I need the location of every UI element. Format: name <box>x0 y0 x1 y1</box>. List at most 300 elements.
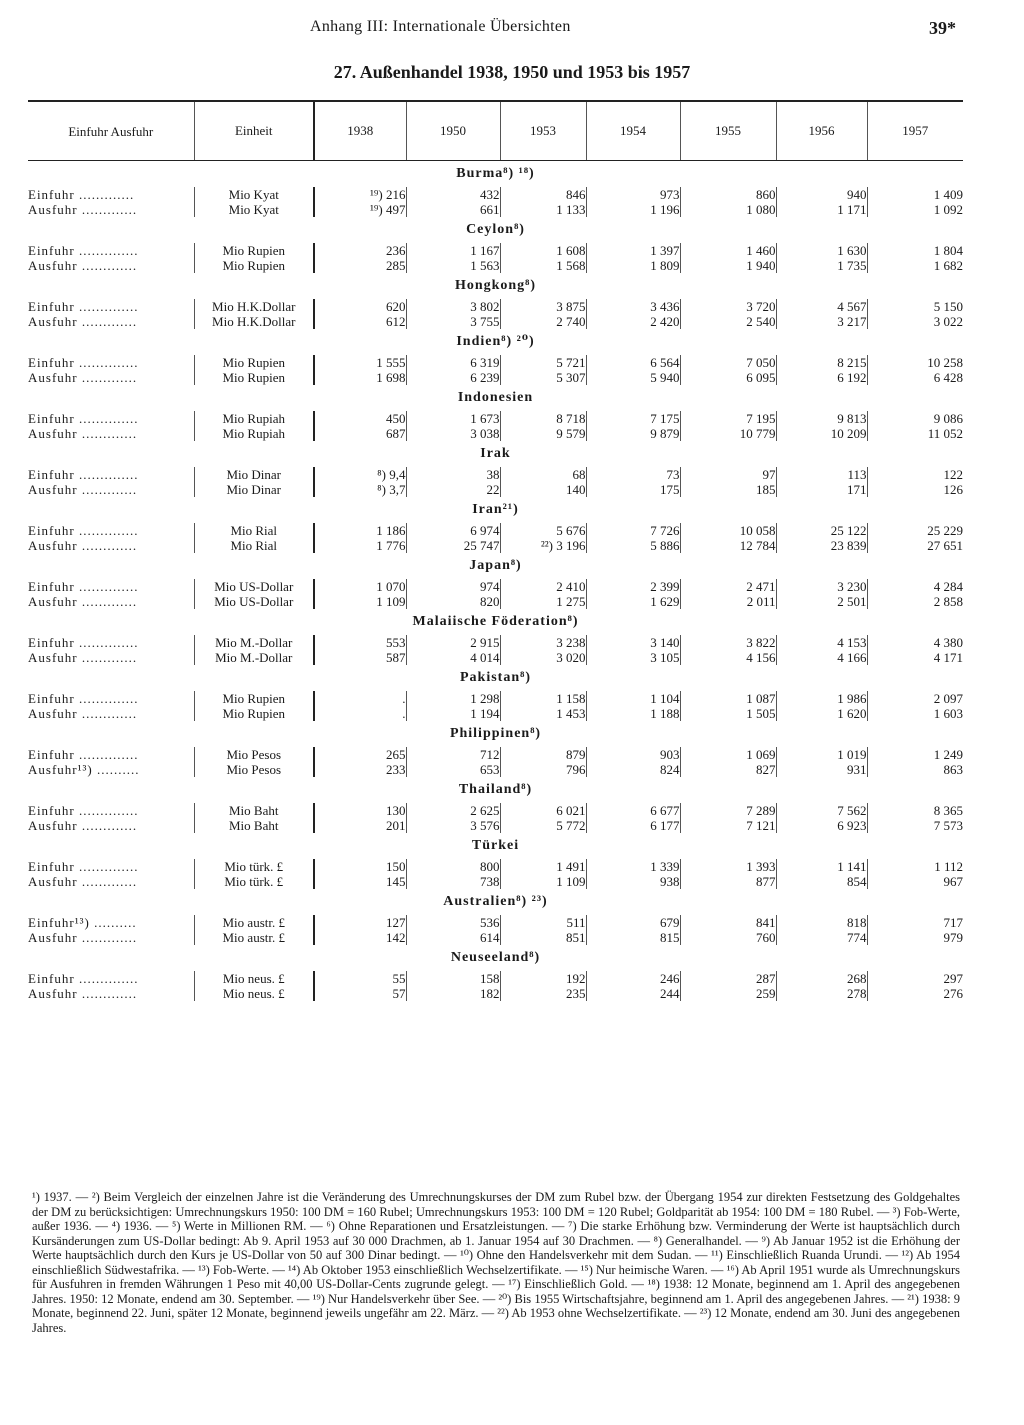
col-unit: Einheit <box>194 101 314 161</box>
flow-label: Einfuhr .............. <box>28 299 139 314</box>
unit-cell: Mio Dinar <box>194 482 314 497</box>
value-cell: 201 <box>314 818 406 833</box>
value-cell: 1 776 <box>314 538 406 553</box>
value-cell: 2 399 <box>586 579 680 594</box>
value-cell: 815 <box>586 930 680 945</box>
value-cell: 1 682 <box>867 258 963 273</box>
value-cell: 2 858 <box>867 594 963 609</box>
value-cell: 25 747 <box>406 538 500 553</box>
table-body <box>28 161 963 1002</box>
table-row <box>28 538 963 553</box>
value-cell: 185 <box>680 482 776 497</box>
value-cell: ⁸) 3,7 <box>314 482 406 497</box>
country-heading-row <box>28 721 963 747</box>
value-cell: 3 105 <box>586 650 680 665</box>
value-cell: 1 563 <box>406 258 500 273</box>
flow-label: Einfuhr¹³) .......... <box>28 915 137 930</box>
value-cell: 1 505 <box>680 706 776 721</box>
value-cell: 10 779 <box>680 426 776 441</box>
unit-cell: Mio US-Dollar <box>194 579 314 594</box>
value-cell: 182 <box>406 986 500 1001</box>
value-cell: 6 923 <box>776 818 867 833</box>
country-name: Indonesien <box>457 390 534 405</box>
value-cell: 8 215 <box>776 355 867 370</box>
flow-label: Ausfuhr ............. <box>28 650 138 665</box>
value-cell: 877 <box>680 874 776 889</box>
value-cell: 7 121 <box>680 818 776 833</box>
flow-label: Ausfuhr ............. <box>28 314 138 329</box>
header-row <box>28 101 963 161</box>
value-cell: 1 275 <box>500 594 586 609</box>
value-cell: 1 409 <box>867 187 963 202</box>
table-row <box>28 803 963 818</box>
value-cell: 10 258 <box>867 355 963 370</box>
unit-cell: Mio Pesos <box>194 762 314 777</box>
unit-cell: Mio Rupiah <box>194 426 314 441</box>
value-cell: 1 019 <box>776 747 867 762</box>
value-cell: 3 038 <box>406 426 500 441</box>
value-cell: 1 112 <box>867 859 963 874</box>
value-cell: 6 239 <box>406 370 500 385</box>
flow-label: Einfuhr .............. <box>28 355 139 370</box>
value-cell: 1 087 <box>680 691 776 706</box>
unit-cell: Mio M.-Dollar <box>194 650 314 665</box>
value-cell: 1 630 <box>776 243 867 258</box>
table-row <box>28 874 963 889</box>
value-cell: 4 014 <box>406 650 500 665</box>
value-cell: 5 772 <box>500 818 586 833</box>
value-cell: 967 <box>867 874 963 889</box>
value-cell: 1 568 <box>500 258 586 273</box>
unit-cell: Mio austr. £ <box>194 915 314 930</box>
flow-label: Ausfuhr ............. <box>28 930 138 945</box>
value-cell: 142 <box>314 930 406 945</box>
value-cell: 9 086 <box>867 411 963 426</box>
unit-cell: Mio Rupien <box>194 706 314 721</box>
country-heading-row <box>28 385 963 411</box>
value-cell: 687 <box>314 426 406 441</box>
value-cell: 9 579 <box>500 426 586 441</box>
value-cell: 9 813 <box>776 411 867 426</box>
unit-cell: Mio Rupien <box>194 355 314 370</box>
value-cell: 620 <box>314 299 406 314</box>
country-heading-row <box>28 833 963 859</box>
value-cell: 175 <box>586 482 680 497</box>
value-cell: 1 196 <box>586 202 680 217</box>
value-cell: 6 021 <box>500 803 586 818</box>
value-cell: 236 <box>314 243 406 258</box>
value-cell: 1 698 <box>314 370 406 385</box>
value-cell: 612 <box>314 314 406 329</box>
flow-label: Einfuhr .............. <box>28 411 139 426</box>
table-row <box>28 426 963 441</box>
value-cell: 450 <box>314 411 406 426</box>
table-title: 27. Außenhandel 1938, 1950 und 1953 bis 1957 <box>333 62 691 82</box>
unit-cell: Mio Rial <box>194 538 314 553</box>
unit-cell: Mio Rupien <box>194 691 314 706</box>
value-cell: 22 <box>406 482 500 497</box>
value-cell: 57 <box>314 986 406 1001</box>
col-year: 1950 <box>406 101 500 161</box>
value-cell: 7 562 <box>776 803 867 818</box>
flow-label: Ausfuhr ............. <box>28 706 138 721</box>
flow-label: Einfuhr .............. <box>28 467 139 482</box>
col-year: 1957 <box>867 101 963 161</box>
value-cell: 854 <box>776 874 867 889</box>
value-cell: 1 460 <box>680 243 776 258</box>
value-cell: 55 <box>314 971 406 986</box>
flow-label: Einfuhr .............. <box>28 971 139 986</box>
col-flow: Einfuhr Ausfuhr <box>28 101 194 161</box>
country-name: Hongkong⁸) <box>454 278 537 293</box>
unit-cell: Mio Rupiah <box>194 411 314 426</box>
value-cell: 717 <box>867 915 963 930</box>
flow-label: Ausfuhr ............. <box>28 258 138 273</box>
value-cell: 3 436 <box>586 299 680 314</box>
value-cell: 5 721 <box>500 355 586 370</box>
value-cell: 3 230 <box>776 579 867 594</box>
value-cell: 1 603 <box>867 706 963 721</box>
value-cell: 235 <box>500 986 586 1001</box>
flow-label: Einfuhr .............. <box>28 803 139 818</box>
value-cell: 1 986 <box>776 691 867 706</box>
unit-cell: Mio Rupien <box>194 370 314 385</box>
value-cell: 1 069 <box>680 747 776 762</box>
table-row <box>28 355 963 370</box>
table-row <box>28 202 963 217</box>
value-cell: 8 365 <box>867 803 963 818</box>
value-cell: 738 <box>406 874 500 889</box>
unit-cell: Mio austr. £ <box>194 930 314 945</box>
unit-cell: Mio M.-Dollar <box>194 635 314 650</box>
value-cell: 2 097 <box>867 691 963 706</box>
flow-label: Einfuhr .............. <box>28 859 139 874</box>
page-number: 39* <box>929 18 956 38</box>
unit-cell: Mio Baht <box>194 803 314 818</box>
value-cell: 126 <box>867 482 963 497</box>
value-cell: 6 677 <box>586 803 680 818</box>
value-cell: 4 166 <box>776 650 867 665</box>
value-cell: 760 <box>680 930 776 945</box>
flow-label: Einfuhr .............. <box>28 523 139 538</box>
value-cell: 11 052 <box>867 426 963 441</box>
value-cell: 1 393 <box>680 859 776 874</box>
table-row <box>28 859 963 874</box>
value-cell: 8 718 <box>500 411 586 426</box>
unit-cell: Mio H.K.Dollar <box>194 299 314 314</box>
table-row <box>28 747 963 762</box>
value-cell: 4 171 <box>867 650 963 665</box>
value-cell: 4 567 <box>776 299 867 314</box>
value-cell: 1 940 <box>680 258 776 273</box>
flow-label: Ausfuhr ............. <box>28 594 138 609</box>
table-row <box>28 314 963 329</box>
value-cell: 25 122 <box>776 523 867 538</box>
value-cell: 1 092 <box>867 202 963 217</box>
country-heading-row <box>28 777 963 803</box>
value-cell: 1 070 <box>314 579 406 594</box>
flow-label: Ausfuhr ............. <box>28 986 138 1001</box>
table-row <box>28 971 963 986</box>
table-row <box>28 579 963 594</box>
country-name: Indien⁸) ²⁰) <box>456 334 535 349</box>
value-cell: 68 <box>500 467 586 482</box>
value-cell: ²²) 3 196 <box>500 538 586 553</box>
value-cell: 1 735 <box>776 258 867 273</box>
value-cell: 6 192 <box>776 370 867 385</box>
value-cell: . <box>314 706 406 721</box>
value-cell: 1 249 <box>867 747 963 762</box>
table-row <box>28 762 963 777</box>
flow-label: Einfuhr .............. <box>28 747 139 762</box>
country-name: Japan⁸) <box>469 558 522 573</box>
value-cell: 846 <box>500 187 586 202</box>
value-cell: 192 <box>500 971 586 986</box>
value-cell: 171 <box>776 482 867 497</box>
unit-cell: Mio US-Dollar <box>194 594 314 609</box>
flow-label: Einfuhr .............. <box>28 243 139 258</box>
value-cell: ¹⁹) 497 <box>314 202 406 217</box>
value-cell: 774 <box>776 930 867 945</box>
value-cell: 6 428 <box>867 370 963 385</box>
value-cell: 1 629 <box>586 594 680 609</box>
country-heading-row <box>28 665 963 691</box>
value-cell: . <box>314 691 406 706</box>
value-cell: 276 <box>867 986 963 1001</box>
country-heading-row <box>28 217 963 243</box>
running-title: Anhang III: Internationale Übersichten <box>310 18 571 35</box>
value-cell: 938 <box>586 874 680 889</box>
value-cell: 2 420 <box>586 314 680 329</box>
value-cell: 4 284 <box>867 579 963 594</box>
value-cell: 4 380 <box>867 635 963 650</box>
unit-cell: Mio Rupien <box>194 258 314 273</box>
value-cell: 140 <box>500 482 586 497</box>
value-cell: 879 <box>500 747 586 762</box>
table-row <box>28 411 963 426</box>
col-year: 1953 <box>500 101 586 161</box>
value-cell: 1 491 <box>500 859 586 874</box>
country-name: Iran²¹) <box>472 502 519 517</box>
unit-cell: Mio Pesos <box>194 747 314 762</box>
table-row <box>28 706 963 721</box>
value-cell: 973 <box>586 187 680 202</box>
country-name: Australien⁸) ²³) <box>443 894 548 909</box>
unit-cell: Mio H.K.Dollar <box>194 314 314 329</box>
value-cell: 1 104 <box>586 691 680 706</box>
value-cell: 5 940 <box>586 370 680 385</box>
unit-cell: Mio Kyat <box>194 187 314 202</box>
value-cell: 27 651 <box>867 538 963 553</box>
value-cell: 653 <box>406 762 500 777</box>
value-cell: 796 <box>500 762 586 777</box>
table-row <box>28 370 963 385</box>
value-cell: 7 050 <box>680 355 776 370</box>
value-cell: 7 195 <box>680 411 776 426</box>
country-name: Philippinen⁸) <box>449 726 542 741</box>
table-row <box>28 930 963 945</box>
value-cell: 38 <box>406 467 500 482</box>
value-cell: 5 150 <box>867 299 963 314</box>
table-row <box>28 299 963 314</box>
table-row <box>28 818 963 833</box>
value-cell: 1 171 <box>776 202 867 217</box>
value-cell: 158 <box>406 971 500 986</box>
value-cell: 4 153 <box>776 635 867 650</box>
value-cell: 1 141 <box>776 859 867 874</box>
country-name: Burma⁸) ¹⁸) <box>456 166 535 181</box>
value-cell: 1 194 <box>406 706 500 721</box>
value-cell: 6 974 <box>406 523 500 538</box>
value-cell: 712 <box>406 747 500 762</box>
country-name: Ceylon⁸) <box>466 222 525 237</box>
value-cell: 2 011 <box>680 594 776 609</box>
value-cell: 3 720 <box>680 299 776 314</box>
value-cell: 860 <box>680 187 776 202</box>
value-cell: 10 058 <box>680 523 776 538</box>
value-cell: 145 <box>314 874 406 889</box>
table-row <box>28 986 963 1001</box>
value-cell: 1 673 <box>406 411 500 426</box>
value-cell: 287 <box>680 971 776 986</box>
flow-label: Ausfuhr ............. <box>28 426 138 441</box>
value-cell: 259 <box>680 986 776 1001</box>
value-cell: ¹⁹) 216 <box>314 187 406 202</box>
value-cell: 1 133 <box>500 202 586 217</box>
value-cell: 979 <box>867 930 963 945</box>
country-heading-row <box>28 553 963 579</box>
value-cell: 6 319 <box>406 355 500 370</box>
unit-cell: Mio Rupien <box>194 243 314 258</box>
table-row <box>28 635 963 650</box>
value-cell: 2 740 <box>500 314 586 329</box>
value-cell: 1 188 <box>586 706 680 721</box>
value-cell: 2 501 <box>776 594 867 609</box>
trade-table <box>28 100 963 1001</box>
value-cell: 1 620 <box>776 706 867 721</box>
value-cell: 940 <box>776 187 867 202</box>
value-cell: 265 <box>314 747 406 762</box>
country-name: Türkei <box>471 838 520 853</box>
value-cell: 2 915 <box>406 635 500 650</box>
value-cell: 278 <box>776 986 867 1001</box>
table-row <box>28 523 963 538</box>
country-name: Pakistan⁸) <box>460 670 531 685</box>
value-cell: 1 167 <box>406 243 500 258</box>
value-cell: 1 804 <box>867 243 963 258</box>
value-cell: 7 726 <box>586 523 680 538</box>
value-cell: 268 <box>776 971 867 986</box>
value-cell: 1 397 <box>586 243 680 258</box>
value-cell: 150 <box>314 859 406 874</box>
country-name: Thailand⁸) <box>458 782 533 797</box>
flow-label: Ausfuhr ............. <box>28 202 138 217</box>
value-cell: 1 809 <box>586 258 680 273</box>
value-cell: 25 229 <box>867 523 963 538</box>
value-cell: 10 209 <box>776 426 867 441</box>
flow-label: Ausfuhr ............. <box>28 874 138 889</box>
table-row <box>28 915 963 930</box>
unit-cell: Mio Baht <box>194 818 314 833</box>
value-cell: 614 <box>406 930 500 945</box>
footnotes: ¹) 1937. — ²) Beim Vergleich der einzelnen Jahre ist die Veränderung des Umrechnungskurses der DM zum Rubel bzw. der Übergang 1954 zur direkten Festsetzung des Goldgehaltes der DM zu berücksichtigen: Umrechnungskurs 1950: 100 DM = 160 Rubel; Umrechnungskurs 1953: 100 DM = 120 Rubel; Goldparität ab 1954: 100 DM = 180 Rubel. — ³) Fob-Werte, außer 1936. — ⁴) 1936. — ⁵) Werte in Millionen RM. — ⁶) Ohne Reparationen und Ersatzleistungen. — ⁷) Die starke Erhöhung bzw. Verminderung der Werte ist hauptsächlich durch Kursänderungen zum US-Dollar bedingt: Ab 9. April 1953 auf 30 000 Drachmen, ab 1. Januar 1954 auf 30 Drachmen. — ⁸) Generalhandel. — ⁹) Ab Januar 1952 ist die Erhöhung der Werte hauptsächlich durch den Kurs je US-Dollar von 50 auf 300 Dinar bedingt. — ¹⁰) Ohne den Handelsverkehr mit dem Sudan. — ¹¹) Einschließlich Ruanda Urundi. — ¹²) Ab 1954 einschließlich Südwestafrika. — ¹³) Fob-Werte. — ¹⁴) Ab Oktober 1953 einschließlich Wechselzertifikate. — ¹⁵) Nur heimische Waren. — ¹⁶) Ab April 1951 wurde als Umrechnungskurs für Ausfuhren in fremden Währungen 1 Peso mit 40,00 US-Dollar-Cents zugrunde gelegt. — ¹⁷) Einschließlich Gold. — ¹⁸) 1938: 12 Monate, beginnend am 1. April des angegebenen Jahres. 1950: 12 Monate, endend am 30. September. — ¹⁹) Nur Handelsverkehr über See. — ²⁰) Bis 1955 Wirtschaftsjahre, beginnend am 1. April des angegebenen Jahres. — ²¹) 1938: 9 Monate, beginnend 22. Juni, später 12 Monate, beginnend jeweils ungefähr am 22. März. — ²²) Ab 1953 ohne Wechselzertifikate. — ²³) 12 Monate, endend am 30. Juni des angegebenen Jahres. <box>32 1190 960 1335</box>
value-cell: 851 <box>500 930 586 945</box>
flow-label: Ausfuhr ............. <box>28 818 138 833</box>
value-cell: 1 298 <box>406 691 500 706</box>
country-heading-row <box>28 889 963 915</box>
value-cell: 5 886 <box>586 538 680 553</box>
value-cell: 432 <box>406 187 500 202</box>
value-cell: 824 <box>586 762 680 777</box>
value-cell: 3 576 <box>406 818 500 833</box>
value-cell: 1 109 <box>500 874 586 889</box>
value-cell: 6 564 <box>586 355 680 370</box>
value-cell: 7 573 <box>867 818 963 833</box>
flow-label: Einfuhr .............. <box>28 635 139 650</box>
table-row <box>28 482 963 497</box>
value-cell: 7 289 <box>680 803 776 818</box>
unit-cell: Mio neus. £ <box>194 971 314 986</box>
value-cell: 3 022 <box>867 314 963 329</box>
value-cell: 73 <box>586 467 680 482</box>
value-cell: 3 755 <box>406 314 500 329</box>
value-cell: 23 839 <box>776 538 867 553</box>
table-row <box>28 691 963 706</box>
country-heading-row <box>28 273 963 299</box>
value-cell: 3 875 <box>500 299 586 314</box>
value-cell: 122 <box>867 467 963 482</box>
value-cell: 12 784 <box>680 538 776 553</box>
value-cell: 297 <box>867 971 963 986</box>
value-cell: 2 625 <box>406 803 500 818</box>
country-heading-row <box>28 497 963 523</box>
value-cell: 1 555 <box>314 355 406 370</box>
table-row <box>28 258 963 273</box>
country-heading-row <box>28 945 963 971</box>
value-cell: 818 <box>776 915 867 930</box>
value-cell: 553 <box>314 635 406 650</box>
page-header <box>0 18 1024 42</box>
value-cell: 863 <box>867 762 963 777</box>
country-name: Irak <box>480 446 511 461</box>
value-cell: 800 <box>406 859 500 874</box>
unit-cell: Mio Rial <box>194 523 314 538</box>
flow-label: Einfuhr ............. <box>28 187 135 202</box>
value-cell: 841 <box>680 915 776 930</box>
value-cell: 1 080 <box>680 202 776 217</box>
value-cell: 2 410 <box>500 579 586 594</box>
value-cell: 5 676 <box>500 523 586 538</box>
value-cell: 130 <box>314 803 406 818</box>
flow-label: Ausfuhr ............. <box>28 538 138 553</box>
value-cell: 1 158 <box>500 691 586 706</box>
unit-cell: Mio Dinar <box>194 467 314 482</box>
value-cell: 3 802 <box>406 299 500 314</box>
value-cell: 7 175 <box>586 411 680 426</box>
col-year: 1954 <box>586 101 680 161</box>
value-cell: 1 339 <box>586 859 680 874</box>
country-heading-row <box>28 609 963 635</box>
table-row <box>28 467 963 482</box>
value-cell: 244 <box>586 986 680 1001</box>
table-row <box>28 187 963 202</box>
table-row <box>28 594 963 609</box>
value-cell: 6 095 <box>680 370 776 385</box>
value-cell: 1 608 <box>500 243 586 258</box>
value-cell: 3 140 <box>586 635 680 650</box>
value-cell: 827 <box>680 762 776 777</box>
flow-label: Ausfuhr ............. <box>28 482 138 497</box>
